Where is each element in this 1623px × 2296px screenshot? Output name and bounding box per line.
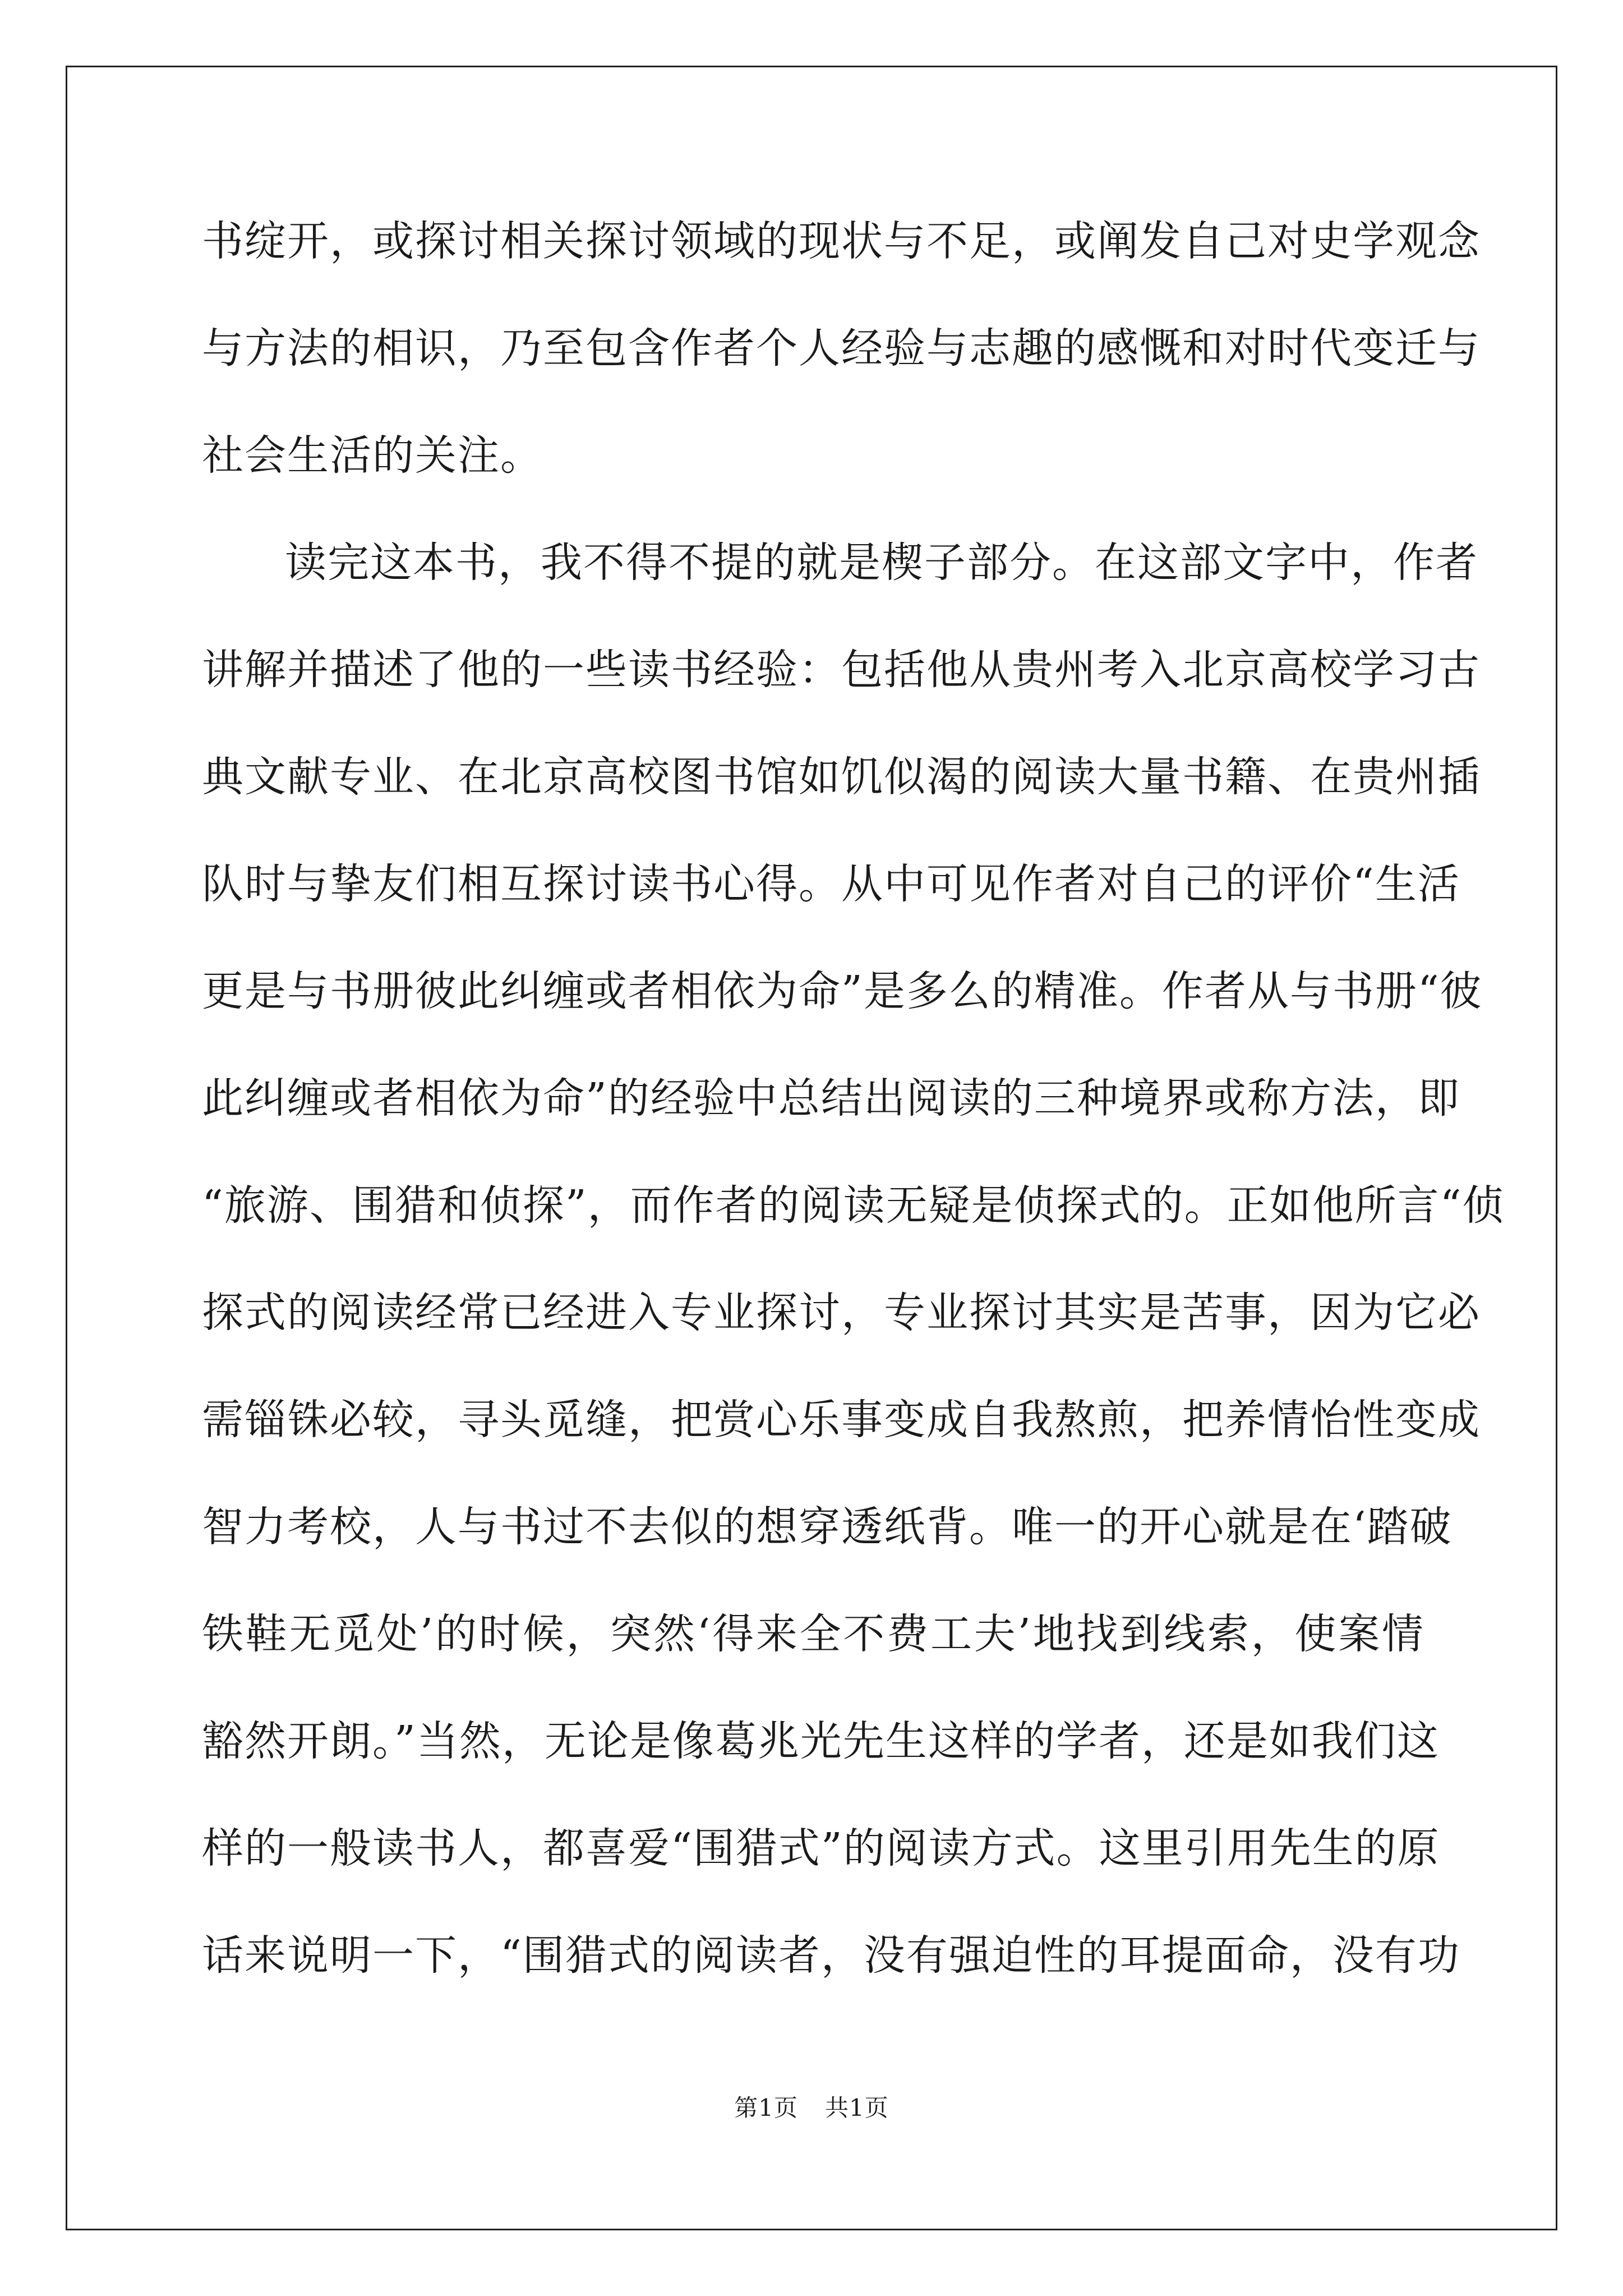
text-line: 探式的阅读经常已经进入专业探讨，专业探讨其实是苦事，因为它必 [202,1289,1481,1337]
text-line: 智力考校，人与书过不去似的想穿透纸背。唯一的开心就是在‘踏破 [202,1503,1453,1551]
page-footer [0,2091,1623,2125]
text-line: 铁鞋无觅处’的时候，突然‘得来全不费工夫’地找到线索，使案情 [202,1610,1424,1658]
text-line: 需锱铢必较，寻头觅缝，把赏心乐事变成自我熬煎，把养情怡性变成 [202,1396,1481,1444]
text-line: 讲解并描述了他的一些读书经验：包括他从贵州考入北京高校学习古 [202,646,1481,694]
page-total: 共1页 [825,2094,889,2122]
text-line: “旅游、围猎和侦探”，而作者的阅读无疑是侦探式的。正如他所言“侦 [202,1181,1505,1230]
text-line: 样的一般读书人，都喜爱“围猎式”的阅读方式。这里引用先生的原 [202,1824,1440,1872]
text-line: 与方法的相识，乃至包含作者个人经验与志趣的感慨和对时代变迁与 [202,324,1481,372]
text-line: 豁然开朗。”当然，无论是像葛兆光先生这样的学者，还是如我们这 [202,1717,1440,1765]
text-line: 社会生活的关注。 [202,431,543,480]
text-line: 此纠缠或者相依为命”的经验中总结出阅读的三种境界或称方法，即 [202,1074,1460,1122]
text-line: 典文献专业、在北京高校图书馆如饥似渴的阅读大量书籍、在贵州插 [202,753,1481,801]
text-line: 队时与挚友们相互探讨读书心得。从中可见作者对自己的评价“生活 [202,860,1460,908]
text-line: 书绽开，或探讨相关探讨领域的现状与不足，或阐发自己对史学观念 [202,217,1481,265]
page-number: 第1页 [734,2094,798,2122]
document-body [202,213,1505,2035]
paragraph-first-line: 读完这本书，我不得不提的就是楔子部分。在这部文字中，作者 [285,539,1478,587]
text-line: 更是与书册彼此纠缠或者相依为命”是多么的精准。作者从与书册“彼 [202,967,1483,1015]
text-line: 话来说明一下，“围猎式的阅读者，没有强迫性的耳提面命，没有功 [202,1931,1460,1980]
